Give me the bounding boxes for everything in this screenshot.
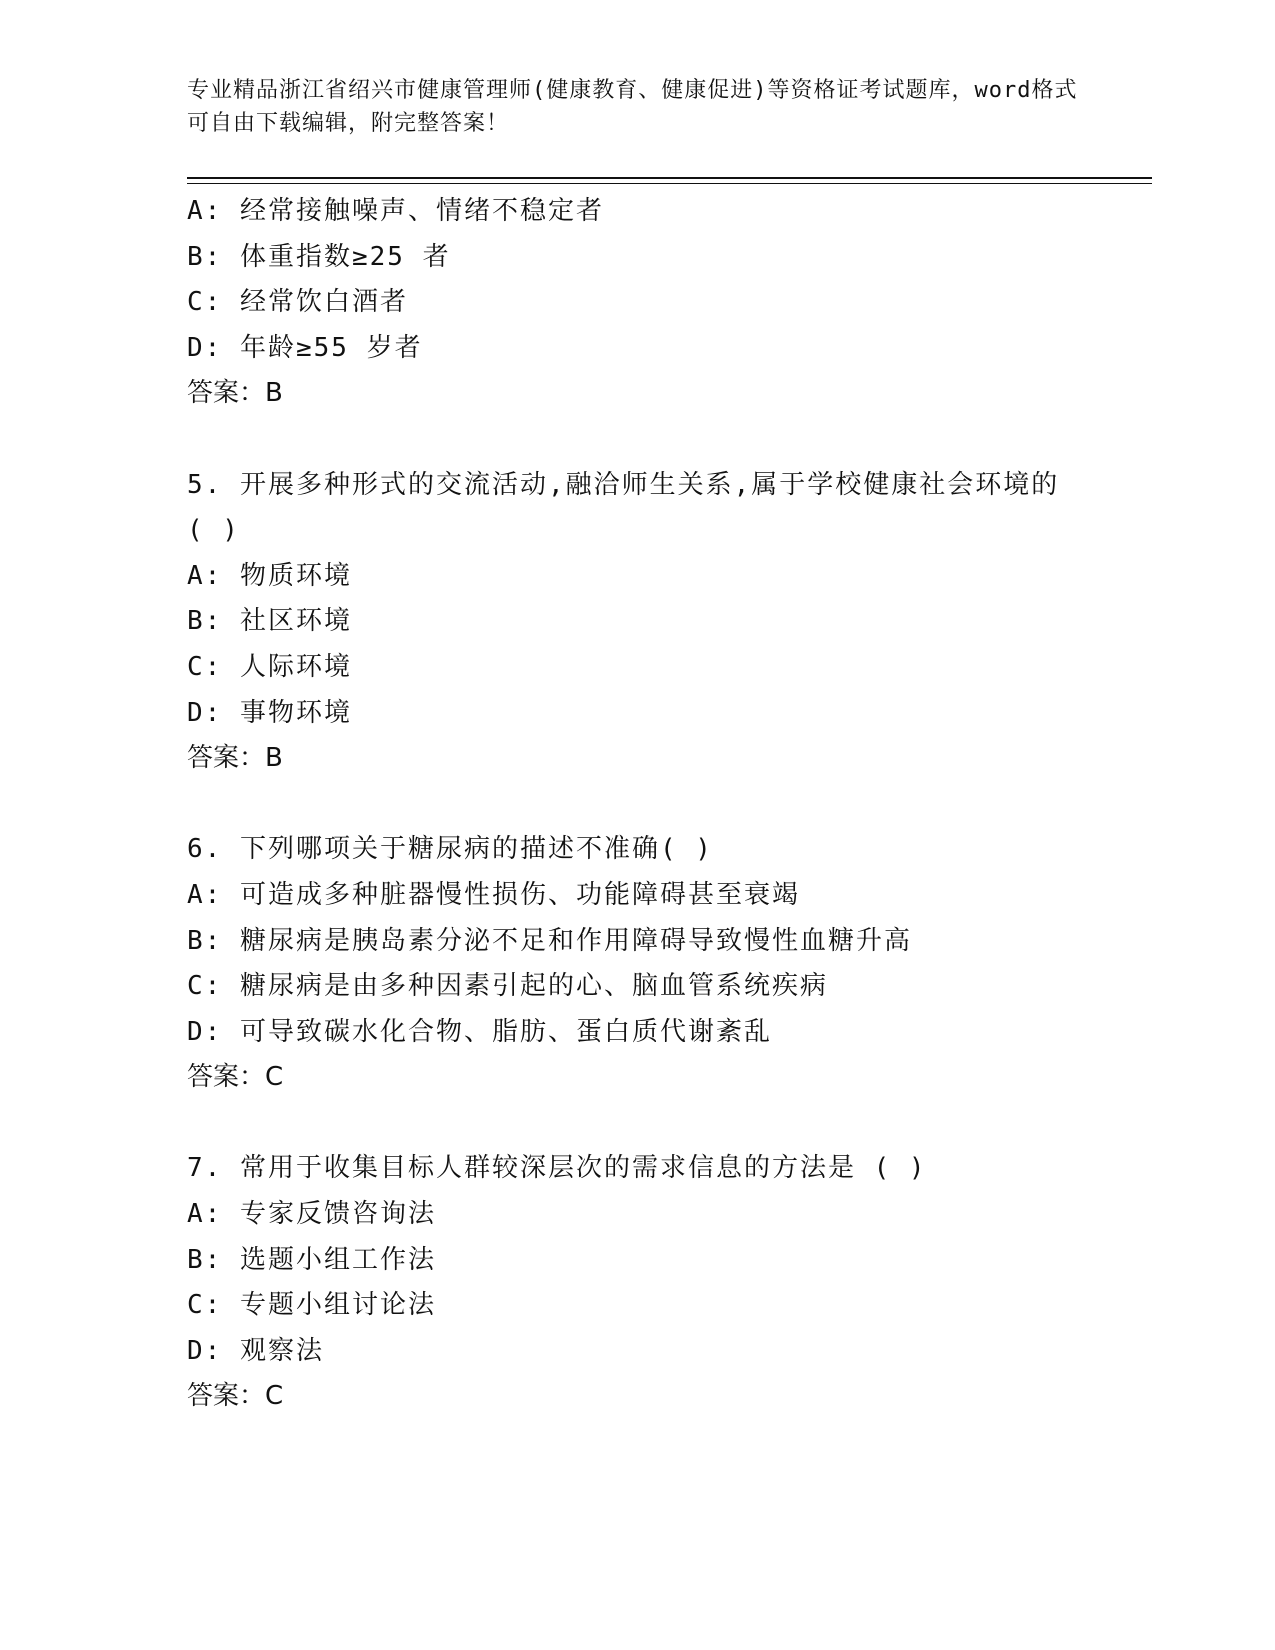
- option-d: D: 观察法: [187, 1335, 324, 1366]
- spacer: [187, 1101, 1152, 1147]
- option-c: C: 经常饮白酒者: [187, 287, 408, 318]
- question-stem: 5. 开展多种形式的交流活动,融洽师生关系,属于学校健康社会环境的: [187, 469, 1060, 500]
- question-stem-continued: ( ): [187, 515, 240, 546]
- question-4: [187, 189, 1152, 417]
- question-stem: 7. 常用于收集目标人群较深层次的需求信息的方法是 ( ): [187, 1153, 927, 1184]
- header-divider-thick: [187, 177, 1152, 179]
- option-d: D: 事物环境: [187, 697, 352, 728]
- spacer: [187, 782, 1152, 828]
- question-7: [187, 1146, 1152, 1420]
- answer-label: 答案：B: [187, 378, 283, 409]
- option-b: B: 糖尿病是胰岛素分泌不足和作用障碍导致慢性血糖升高: [187, 925, 912, 956]
- option-a: A: 经常接触噪声、情绪不稳定者: [187, 196, 604, 226]
- option-a: A: 可造成多种脏器慢性损伤、功能障碍甚至衰竭: [187, 879, 800, 910]
- answer-label: 答案：C: [187, 1062, 284, 1093]
- header-divider-thin: [187, 183, 1152, 184]
- question-stem: 6. 下列哪项关于糖尿病的描述不准确( ): [187, 834, 713, 865]
- answer-label: 答案：C: [187, 1381, 284, 1412]
- option-b: B: 社区环境: [187, 606, 352, 637]
- page-header: 专业精品浙江省绍兴市健康管理师(健康教育、健康促进)等资格证考试题库，word格式可自由下载编辑，附完整答案！: [187, 78, 1078, 136]
- option-a: A: 物质环境: [187, 560, 352, 591]
- option-b: B: 选题小组工作法: [187, 1244, 436, 1275]
- question-5: [187, 463, 1152, 782]
- option-c: C: 专题小组讨论法: [187, 1290, 436, 1321]
- option-d: D: 可导致碳水化合物、脂肪、蛋白质代谢紊乱: [187, 1016, 772, 1047]
- answer-label: 答案：B: [187, 743, 283, 774]
- question-list: [187, 189, 1152, 1420]
- option-c: C: 人际环境: [187, 651, 352, 682]
- option-d: D: 年龄≥55 岁者: [187, 332, 423, 363]
- option-c: C: 糖尿病是由多种因素引起的心、脑血管系统疾病: [187, 971, 828, 1002]
- question-6: [187, 827, 1152, 1101]
- option-a: A: 专家反馈咨询法: [187, 1199, 436, 1230]
- option-b: B: 体重指数≥25 者: [187, 241, 451, 272]
- spacer: [187, 417, 1152, 463]
